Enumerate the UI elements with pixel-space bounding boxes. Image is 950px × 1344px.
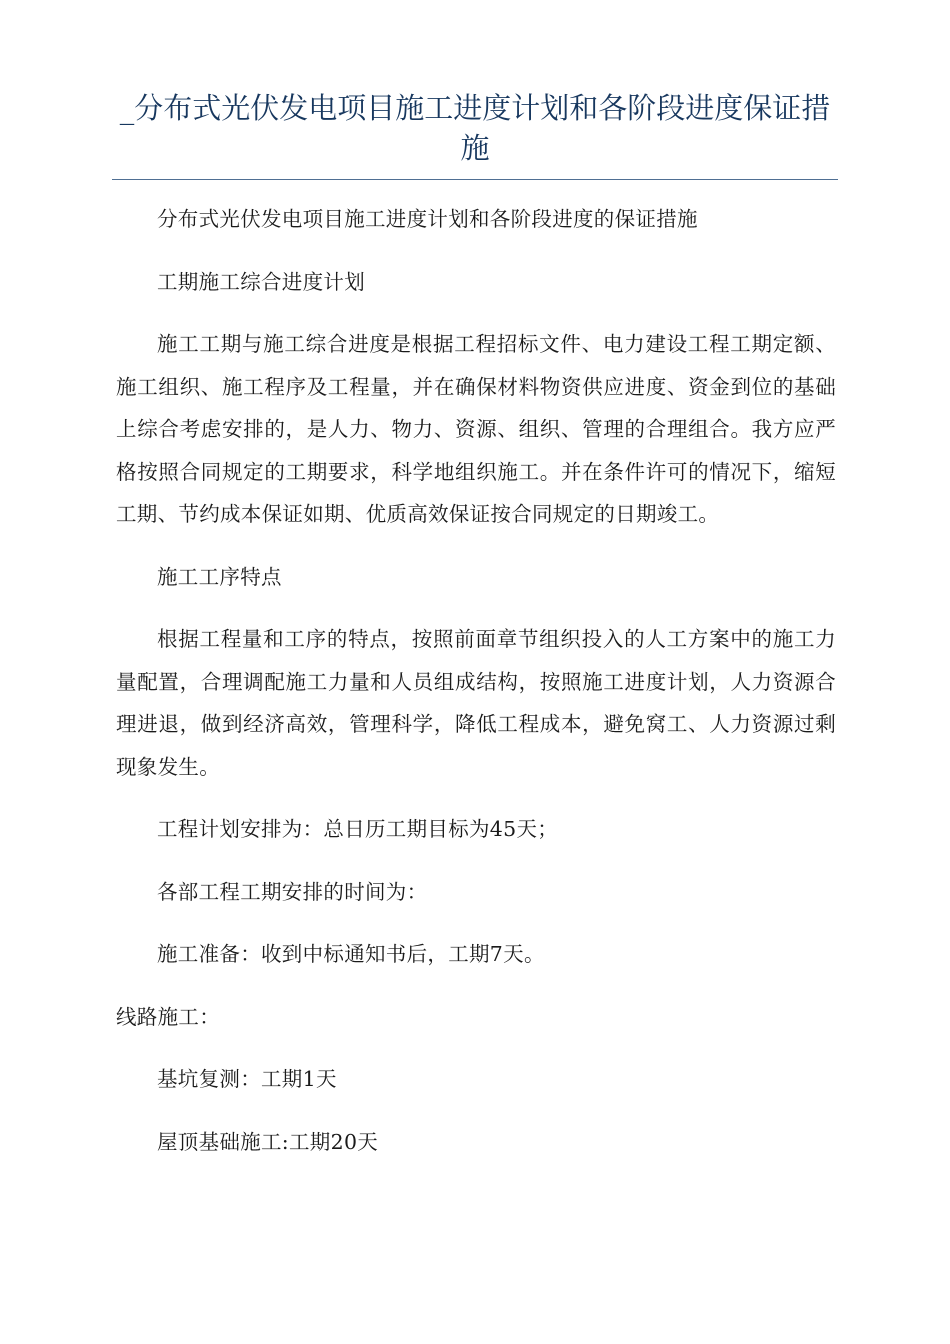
paragraph-heading-process: 施工工序特点 (157, 564, 282, 589)
paragraph-process-body: 根据工程量和工序的特点，按照前面章节组织投入的人工方案中的施工力量配置，合理调配施工力量和人员组成结构，按照施工进度计划，人力资源合理进退，做到经济高效，管理科学，降低工程成本，避免窝工、人力资源过剩现象发生。 (116, 627, 836, 779)
paragraph-heading-schedule: 工期施工综合进度计划 (157, 269, 365, 294)
paragraph-schedule-body: 施工工期与施工综合进度是根据工程招标文件、电力建设工程工期定额、施工组织、施工程序及工程量，并在确保材料物资供应进度、资金到位的基础上综合考虑安排的，是人力、物力、资源、组织、管理的合理组合。我方应严格按照合同规定的工期要求，科学地组织施工。并在条件许可的情况下，缩短工期、节约成本保证如期、优质高效保证按合同规定的日期竣工。 (116, 332, 836, 526)
paragraph-plan: 工程计划安排为：总日历工期目标为45天； (157, 817, 559, 841)
document-title: _分布式光伏发电项目施工进度计划和各阶段进度保证措施 (119, 91, 831, 165)
paragraph-preparation: 施工准备：收到中标通知书后，工期7天。 (157, 942, 545, 966)
paragraph-pit-survey: 基坑复测：工期1天 (157, 1067, 337, 1091)
paragraph-roof-foundation: 屋顶基础施工:工期20天 (157, 1129, 379, 1154)
paragraph-phases-intro: 各部工程工期安排的时间为： (157, 879, 428, 904)
document-body (116, 198, 836, 1163)
paragraph-heading-main: 分布式光伏发电项目施工进度计划和各阶段进度的保证措施 (157, 207, 698, 231)
paragraph-line-construction: 线路施工： (116, 1004, 220, 1029)
title-divider (112, 179, 838, 180)
